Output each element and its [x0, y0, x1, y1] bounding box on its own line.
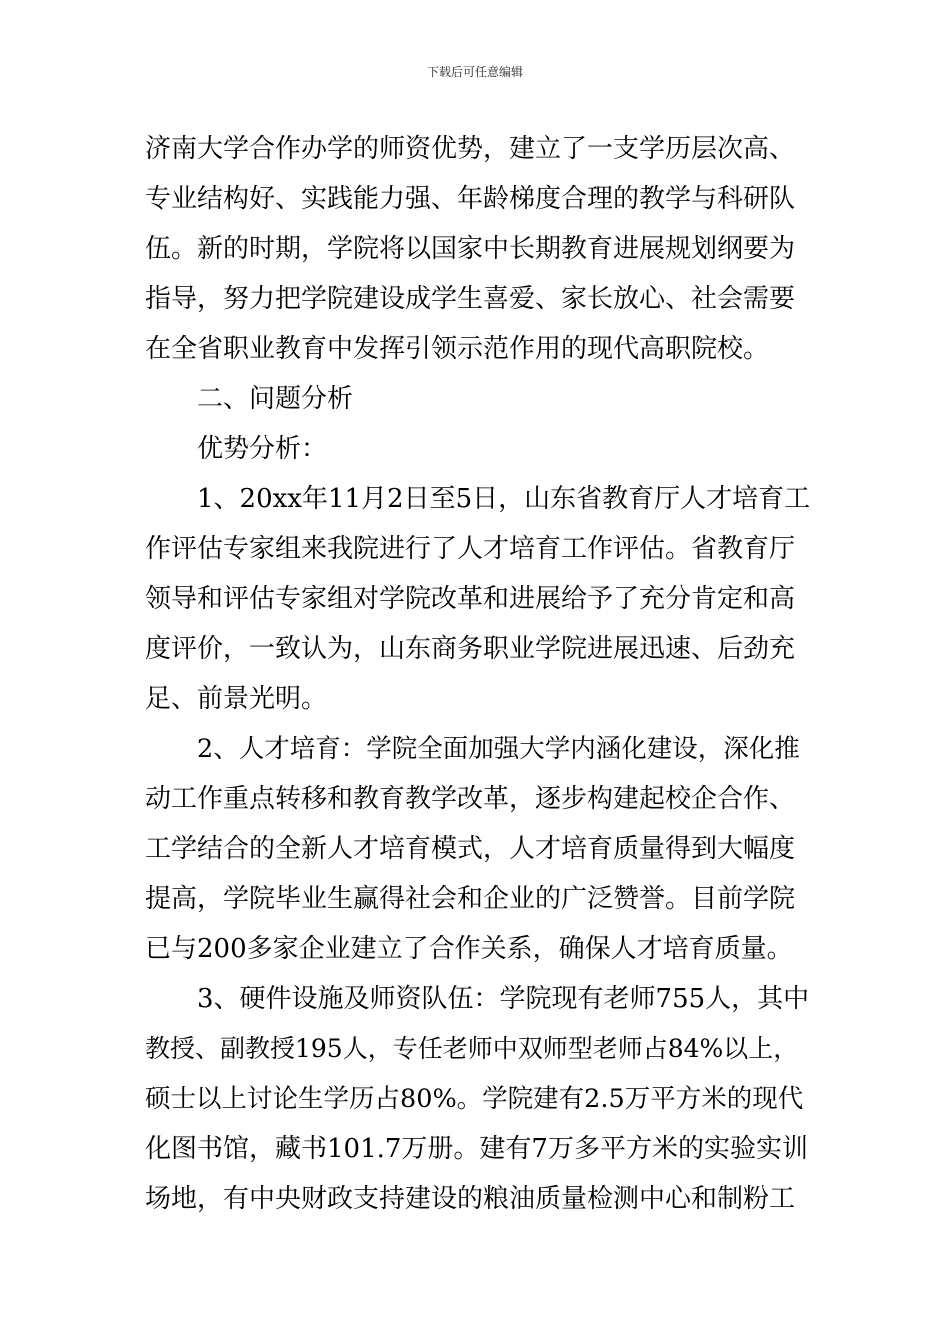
text-line: 已与200多家企业建立了合作关系，确保人才培育质量。: [145, 934, 793, 964]
text-line: 在全省职业教育中发挥引领示范作用的现代高职院校。: [145, 334, 770, 364]
text-line: 足、前景光明。: [145, 684, 328, 714]
text-line: 硕士以上讨论生学历占80%。学院建有2.5万平方米的现代: [145, 1084, 804, 1114]
text-line: 场地，有中央财政支持建设的粮油质量检测中心和制粉工: [145, 1184, 796, 1214]
text-line: 专业结构好、实践能力强、年龄梯度合理的教学与科研队: [145, 184, 796, 214]
text-line: 2、人才培育：学院全面加强大学内涵化建设，深化推: [197, 734, 800, 764]
text-line: 优势分析：: [197, 434, 328, 464]
text-line: 济南大学合作办学的师资优势，建立了一支学历层次高、: [145, 134, 796, 164]
text-line: 3、硬件设施及师资队伍：学院现有老师755人，其中: [197, 984, 810, 1014]
text-line: 教授、副教授195人，专任老师中双师型老师占84%以上，: [145, 1034, 799, 1063]
text-line: 1、20xx年11月2日至5日，山东省教育厅人才培育工: [197, 484, 811, 514]
text-line: 度评价，一致认为，山东商务职业学院进展迅速、后劲充: [145, 634, 796, 664]
text-line: 工学结合的全新人才培育模式，人才培育质量得到大幅度: [145, 834, 796, 864]
page-header: 下载后可任意编辑: [426, 65, 523, 79]
text-line: 指导，努力把学院建设成学生喜爱、家长放心、社会需要: [145, 284, 796, 314]
text-line: 化图书馆，藏书101.7万册。建有7万多平方米的实验实训: [145, 1134, 808, 1164]
text-line: 伍。新的时期，学院将以国家中长期教育进展规划纲要为: [145, 234, 796, 264]
text-line: 作评估专家组来我院进行了人才培育工作评估。省教育厅: [145, 534, 796, 564]
text-line: 二、问题分析: [197, 384, 354, 414]
text-line: 领导和评估专家组对学院改革和进展给予了充分肯定和高: [145, 584, 796, 614]
text-line: 提高，学院毕业生赢得社会和企业的广泛赞誉。目前学院: [145, 884, 796, 914]
text-line: 动工作重点转移和教育教学改革，逐步构建起校企合作、: [145, 784, 796, 814]
body-text: [145, 124, 810, 1224]
